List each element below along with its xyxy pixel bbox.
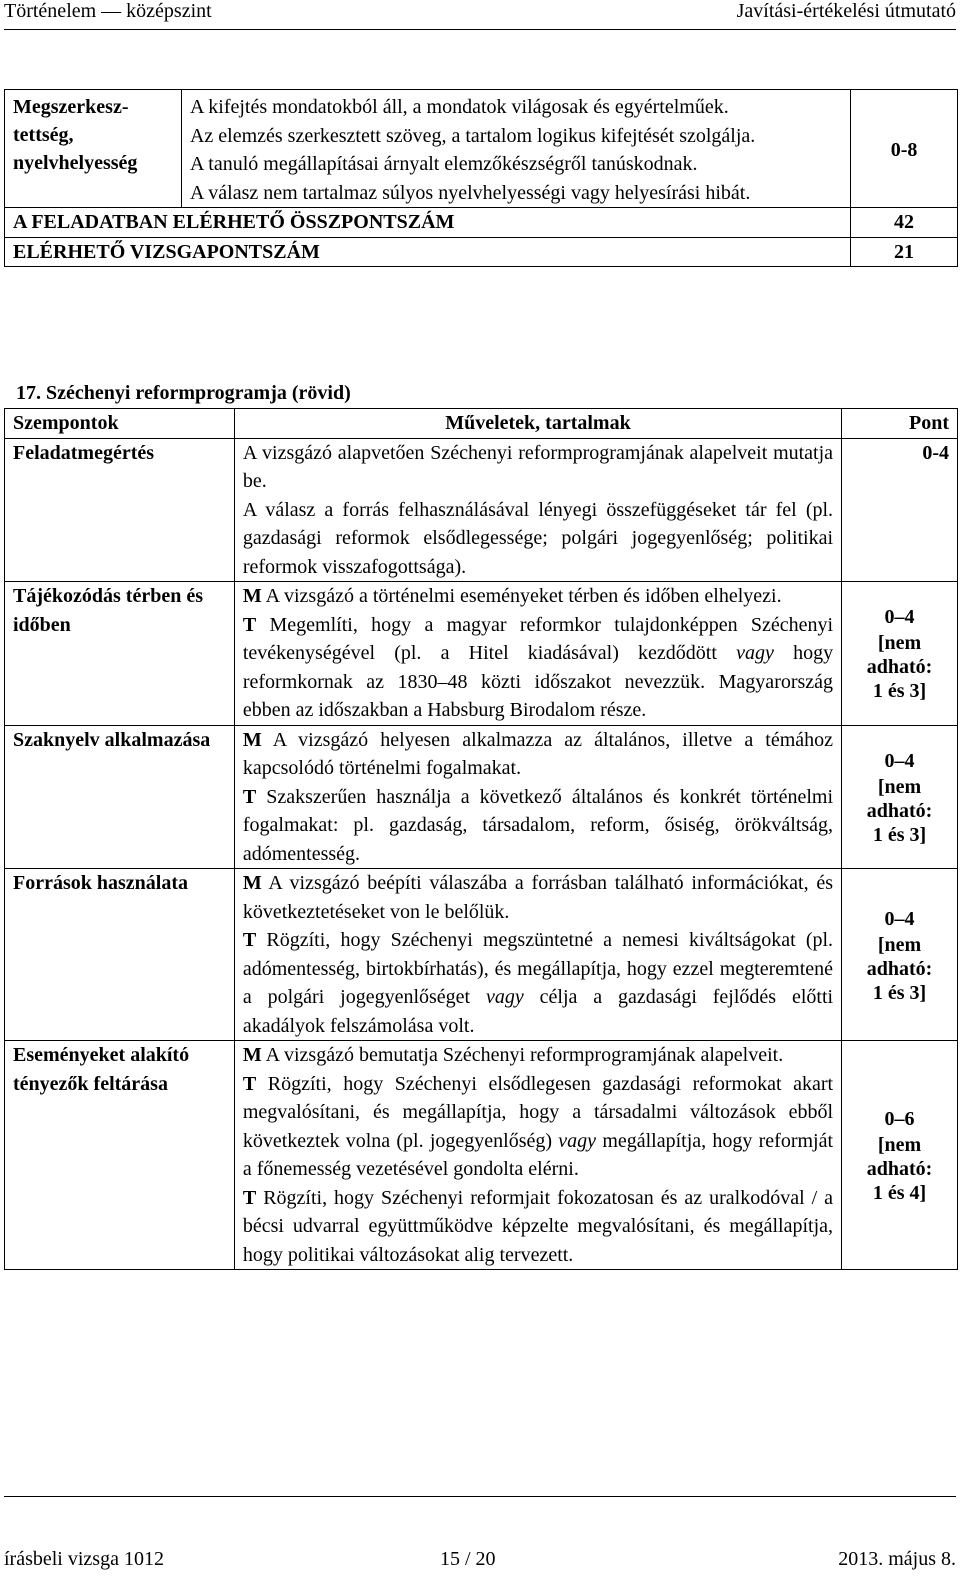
operation-text: A vizsgázó helyesen alkalmazza az általános, illetve a témához kapcsolódó történelmi fogalmakat. [242, 728, 834, 779]
points-exclusion-note: 1 és 3] [872, 680, 927, 703]
criterion-cell: Szaknyelv alkalmazása [5, 725, 235, 869]
operation-paragraph [243, 783, 833, 869]
points-range: 0–4 [884, 606, 915, 629]
table-row [5, 725, 958, 869]
header-doc-type: Javítási-értékelési útmutató [736, 0, 956, 22]
criterion-cell [5, 90, 182, 208]
operation-mark: T [242, 613, 257, 636]
points-cell: 0-4 [842, 438, 958, 582]
description-line: A tanuló megállapításai árnyalt elemzőkészségről tanúskodnak. [189, 153, 698, 176]
table-row [5, 438, 958, 582]
criterion-line: tettség, [13, 124, 74, 146]
operation-mark: T [242, 1186, 257, 1209]
operation-paragraph [243, 926, 833, 1040]
operation-text: A vizsgázó alapvetően Széchenyi reformprogramjának alapelveit mutatja be. [242, 441, 834, 492]
operation-paragraph [243, 1184, 833, 1270]
header-divider [4, 29, 956, 30]
operation-text: Rögzíti, hogy Széchenyi megszüntetné a nemesi kiváltságokat (pl. adómentesség, birtokbírhatás), és megállapítja, hogy ezzel megteremtené a polgári jogegyenlőséget vagy célja a gazdasági fejlődés előtti akadályok felszámolása volt. [242, 929, 834, 1037]
criterion-cell: Feladatmegértés [5, 438, 235, 582]
page-number: 15 / 20 [440, 1548, 496, 1570]
operation-text: A vizsgázó bemutatja Széchenyi reformprogramjának alapelveit. [265, 1044, 784, 1066]
column-header-operations: Műveletek, tartalmak [234, 409, 841, 439]
points-cell [842, 869, 958, 1041]
points-exclusion-note: [nem adható: [866, 775, 933, 822]
operation-mark: M [242, 1044, 262, 1066]
exam-points-value: 21 [851, 237, 958, 267]
points-range: 0–4 [884, 907, 915, 930]
total-label: A FELADATBAN ELÉRHETŐ ÖSSZPONTSZÁM [5, 208, 851, 238]
operation-text: A vizsgázó a történelmi eseményeket térben és időben elhelyezi. [265, 585, 782, 607]
operation-text: Rögzíti, hogy Széchenyi elsődlegesen gazdasági reformokat akart megvalósítani, és megállapítja, hogy a társadalmi változások ebből következtek volna (pl. jogegyenlőség) vagy megállapítja, hogy reformját a főnemesség vezetésével gondolta elérni. [242, 1072, 834, 1180]
points-exclusion-note: [nem adható: [866, 632, 933, 679]
points-exclusion-note: 1 és 4] [872, 1182, 927, 1204]
description-line: A kifejtés mondatokból áll, a mondatok világosak és egyértelműek. [189, 96, 729, 118]
exam-points-label: ELÉRHETŐ VIZSGAPONTSZÁM [5, 237, 851, 267]
points-cell [842, 725, 958, 869]
points-exclusion-note: [nem adható: [866, 933, 933, 980]
operation-mark: M [242, 728, 262, 751]
operation-text: Szakszerűen használja a következő általános és konkrét történelmi fogalmakat: pl. gazdaság, társadalom, reform, ősiség, örökváltság, adómentesség. [242, 785, 834, 865]
table-row [5, 1041, 958, 1270]
operation-mark: T [242, 929, 257, 951]
task-17-scoring-table [4, 408, 958, 1270]
operations-cell [234, 438, 841, 582]
footer-divider [4, 1496, 956, 1497]
criterion-cell: Tájékozódás térben és időben [5, 582, 235, 726]
points-range: 0–6 [884, 1108, 915, 1130]
column-header-points: Pont [842, 409, 958, 439]
operation-paragraph [243, 1041, 833, 1070]
operation-text: A vizsgázó beépíti válaszába a forrásban található információkat, és következtetéseket von le belőlük. [242, 872, 834, 923]
page-header [4, 0, 956, 26]
operation-paragraph [243, 439, 833, 496]
table-header-row [5, 409, 958, 439]
scoring-table-continued [4, 89, 958, 267]
points-cell [842, 582, 958, 726]
description-line: A válasz nem tartalmaz súlyos nyelvhelyességi vagy helyesírási hibát. [189, 181, 751, 204]
operation-text: Rögzíti, hogy Széchenyi reformjait fokozatosan és az uralkodóval / a bécsi udvarral együttműködve képzelte megvalósítani, és megállapítja, hogy politikai változásokat alig tervezett. [242, 1186, 834, 1266]
criterion-line: Megszerkesz- [13, 96, 129, 118]
operations-cell [234, 582, 841, 726]
table-row [5, 90, 958, 208]
description-line: Az elemzés szerkesztett szöveg, a tartalom logikus kifejtését szolgálja. [189, 124, 756, 147]
header-subject: Történelem — középszint [4, 0, 212, 22]
operation-mark: M [242, 872, 262, 894]
page-footer [4, 1494, 956, 1584]
points-exclusion-note: 1 és 3] [872, 981, 927, 1004]
operation-mark: T [242, 1072, 257, 1095]
points-exclusion-note: [nem adható: [866, 1134, 933, 1180]
criterion-line: nyelvhelyesség [13, 152, 138, 174]
points-cell: 0-8 [851, 90, 958, 208]
table-row [5, 582, 958, 726]
operation-paragraph [243, 726, 833, 783]
criterion-cell: Források használata [5, 869, 235, 1041]
table-row [5, 208, 958, 238]
operation-paragraph [243, 869, 833, 926]
table-row [5, 237, 958, 267]
total-value: 42 [851, 208, 958, 238]
footer-exam-code: írásbeli vizsga 1012 [4, 1548, 164, 1570]
operation-paragraph [243, 582, 833, 611]
operation-paragraph [243, 496, 833, 582]
table-row [5, 869, 958, 1041]
operation-mark: M [242, 585, 262, 607]
operation-text: Megemlíti, hogy a magyar reformkor tulajdonképpen Széchenyi tevékenységével (pl. a Hitel kiadásával) kezdődött vagy hogy reformkornak az 1830–48 közti időszakot nevezzük. Magyarország ebben az időszakban a Habsburg Birodalom része. [242, 613, 834, 721]
criterion-cell: Eseményeket alakító tényezők feltárása [5, 1041, 235, 1270]
points-exclusion-note: 1 és 3] [872, 823, 927, 846]
operations-cell [234, 725, 841, 869]
footer-date: 2013. május 8. [838, 1548, 956, 1570]
criterion-description [181, 90, 850, 208]
points-range: 0–4 [884, 749, 915, 772]
task-title: 17. Széchenyi reformprogramja (rövid) [16, 382, 351, 404]
column-header-criteria: Szempontok [5, 409, 235, 439]
operation-text: A válasz a forrás felhasználásával lényegi összefüggéseket tár fel (pl. gazdasági reformok elsődlegessége; polgári jogegyenlőség; politikai reformok visszafogottsága). [242, 498, 834, 578]
operation-paragraph [243, 1070, 833, 1184]
operation-paragraph [243, 611, 833, 725]
operation-mark: T [242, 785, 257, 808]
operations-cell [234, 1041, 841, 1270]
points-cell [842, 1041, 958, 1270]
operations-cell [234, 869, 841, 1041]
